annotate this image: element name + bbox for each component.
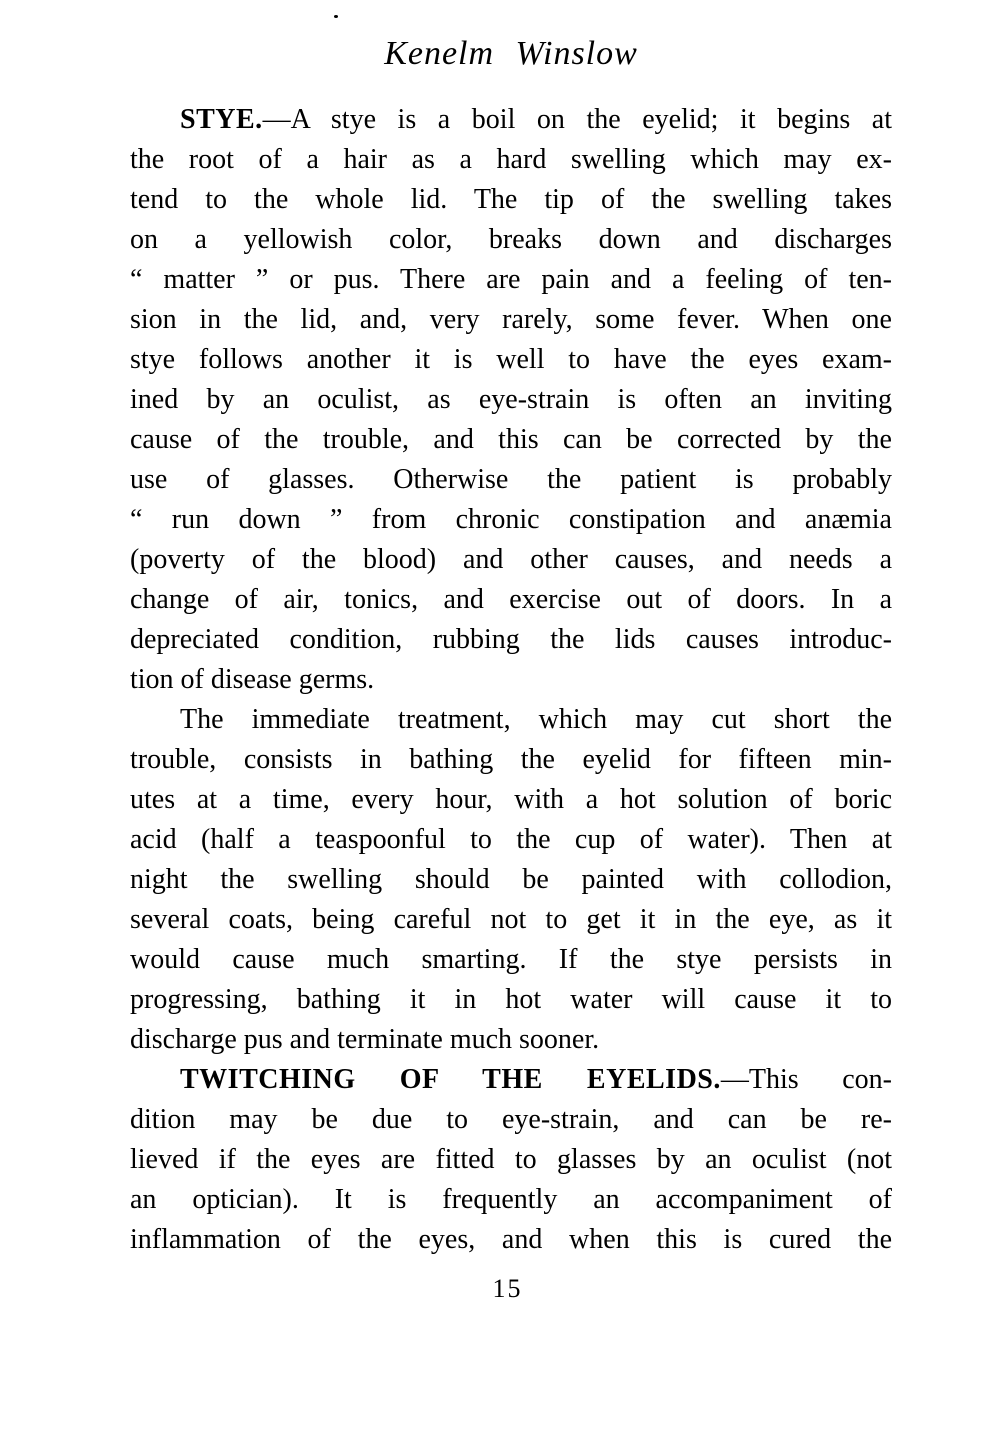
- text-line: [130, 1180, 892, 1220]
- text-segment: stye follows another it is well to have the eyes exam-: [130, 344, 892, 375]
- text-segment: The immediate treatment, which may cut short the: [180, 704, 892, 735]
- text-segment: (poverty of the blood) and other causes, and needs a: [130, 544, 892, 575]
- text-segment: tion of disease germs.: [130, 664, 375, 695]
- text-line: [130, 660, 892, 700]
- text-segment: “ run down ” from chronic constipation and anæmia: [130, 504, 892, 535]
- scan-speck: [334, 15, 338, 18]
- text-segment: several coats, being careful not to get it in the eye, as it: [130, 904, 892, 935]
- text-segment: utes at a time, every hour, with a hot solution of boric: [130, 784, 892, 815]
- text-line: [130, 500, 892, 540]
- text-line: [130, 620, 892, 660]
- text-line: [130, 540, 892, 580]
- text-line: [130, 300, 892, 340]
- text-segment: “ matter ” or pus. There are pain and a feeling of ten-: [130, 264, 892, 295]
- text-line: [130, 260, 892, 300]
- text-line: [130, 1060, 892, 1100]
- text-line: [130, 820, 892, 860]
- running-header: Kenelm Winslow: [384, 35, 638, 72]
- text-segment: progressing, bathing it in hot water will cause it to: [130, 984, 892, 1015]
- text-segment: sion in the lid, and, very rarely, some fever. When one: [130, 304, 892, 335]
- text-segment: tend to the whole lid. The tip of the swelling takes: [130, 184, 892, 215]
- text-line: [130, 380, 892, 420]
- text-segment: would cause much smarting. If the stye persists in: [130, 944, 892, 975]
- text-segment: inflammation of the eyes, and when this is cured the: [130, 1224, 892, 1255]
- text-line: [130, 140, 892, 180]
- text-segment: on a yellowish color, breaks down and discharges: [130, 224, 892, 255]
- text-segment: acid (half a teaspoonful to the cup of water). Then at: [130, 824, 892, 855]
- text-line: [130, 740, 892, 780]
- text-segment: an optician). It is frequently an accompaniment of: [130, 1184, 892, 1215]
- text-segment: the root of a hair as a hard swelling which may ex-: [130, 144, 892, 175]
- text-line: [130, 1100, 892, 1140]
- text-segment: night the swelling should be painted with collodion,: [130, 864, 892, 895]
- text-segment: —This con-: [720, 1064, 892, 1095]
- text-segment: change of air, tonics, and exercise out of doors. In a: [130, 584, 892, 615]
- text-segment: discharge pus and terminate much sooner.: [130, 1024, 600, 1055]
- text-line: [130, 460, 892, 500]
- text-segment: lieved if the eyes are fitted to glasses by an oculist (not: [130, 1144, 892, 1175]
- text-line: [130, 980, 892, 1020]
- text-line: [130, 1020, 892, 1060]
- text-line: [130, 340, 892, 380]
- text-segment: dition may be due to eye-strain, and can be re-: [130, 1104, 892, 1135]
- section-heading: TWITCHING OF THE EYELIDS.: [180, 1064, 721, 1095]
- text-line: [130, 180, 892, 220]
- page-number: 15: [492, 1274, 523, 1303]
- text-line: [130, 860, 892, 900]
- text-line: [130, 700, 892, 740]
- section-heading: STYE.: [180, 104, 263, 135]
- text-line: [130, 1140, 892, 1180]
- text-block: [130, 100, 892, 1260]
- text-line: [130, 580, 892, 620]
- text-segment: use of glasses. Otherwise the patient is probably: [130, 464, 892, 495]
- text-segment: depreciated condition, rubbing the lids causes introduc-: [130, 624, 892, 655]
- text-line: [130, 220, 892, 260]
- text-segment: —A stye is a boil on the eyelid; it begins at: [262, 104, 892, 135]
- text-line: [130, 900, 892, 940]
- text-segment: trouble, consists in bathing the eyelid for fifteen min-: [130, 744, 892, 775]
- text-line: [130, 420, 892, 460]
- text-line: [130, 780, 892, 820]
- text-line: [130, 940, 892, 980]
- text-segment: ined by an oculist, as eye-strain is often an inviting: [130, 384, 892, 415]
- text-line: [130, 100, 892, 140]
- text-segment: cause of the trouble, and this can be corrected by the: [130, 424, 892, 455]
- text-line: [130, 1220, 892, 1260]
